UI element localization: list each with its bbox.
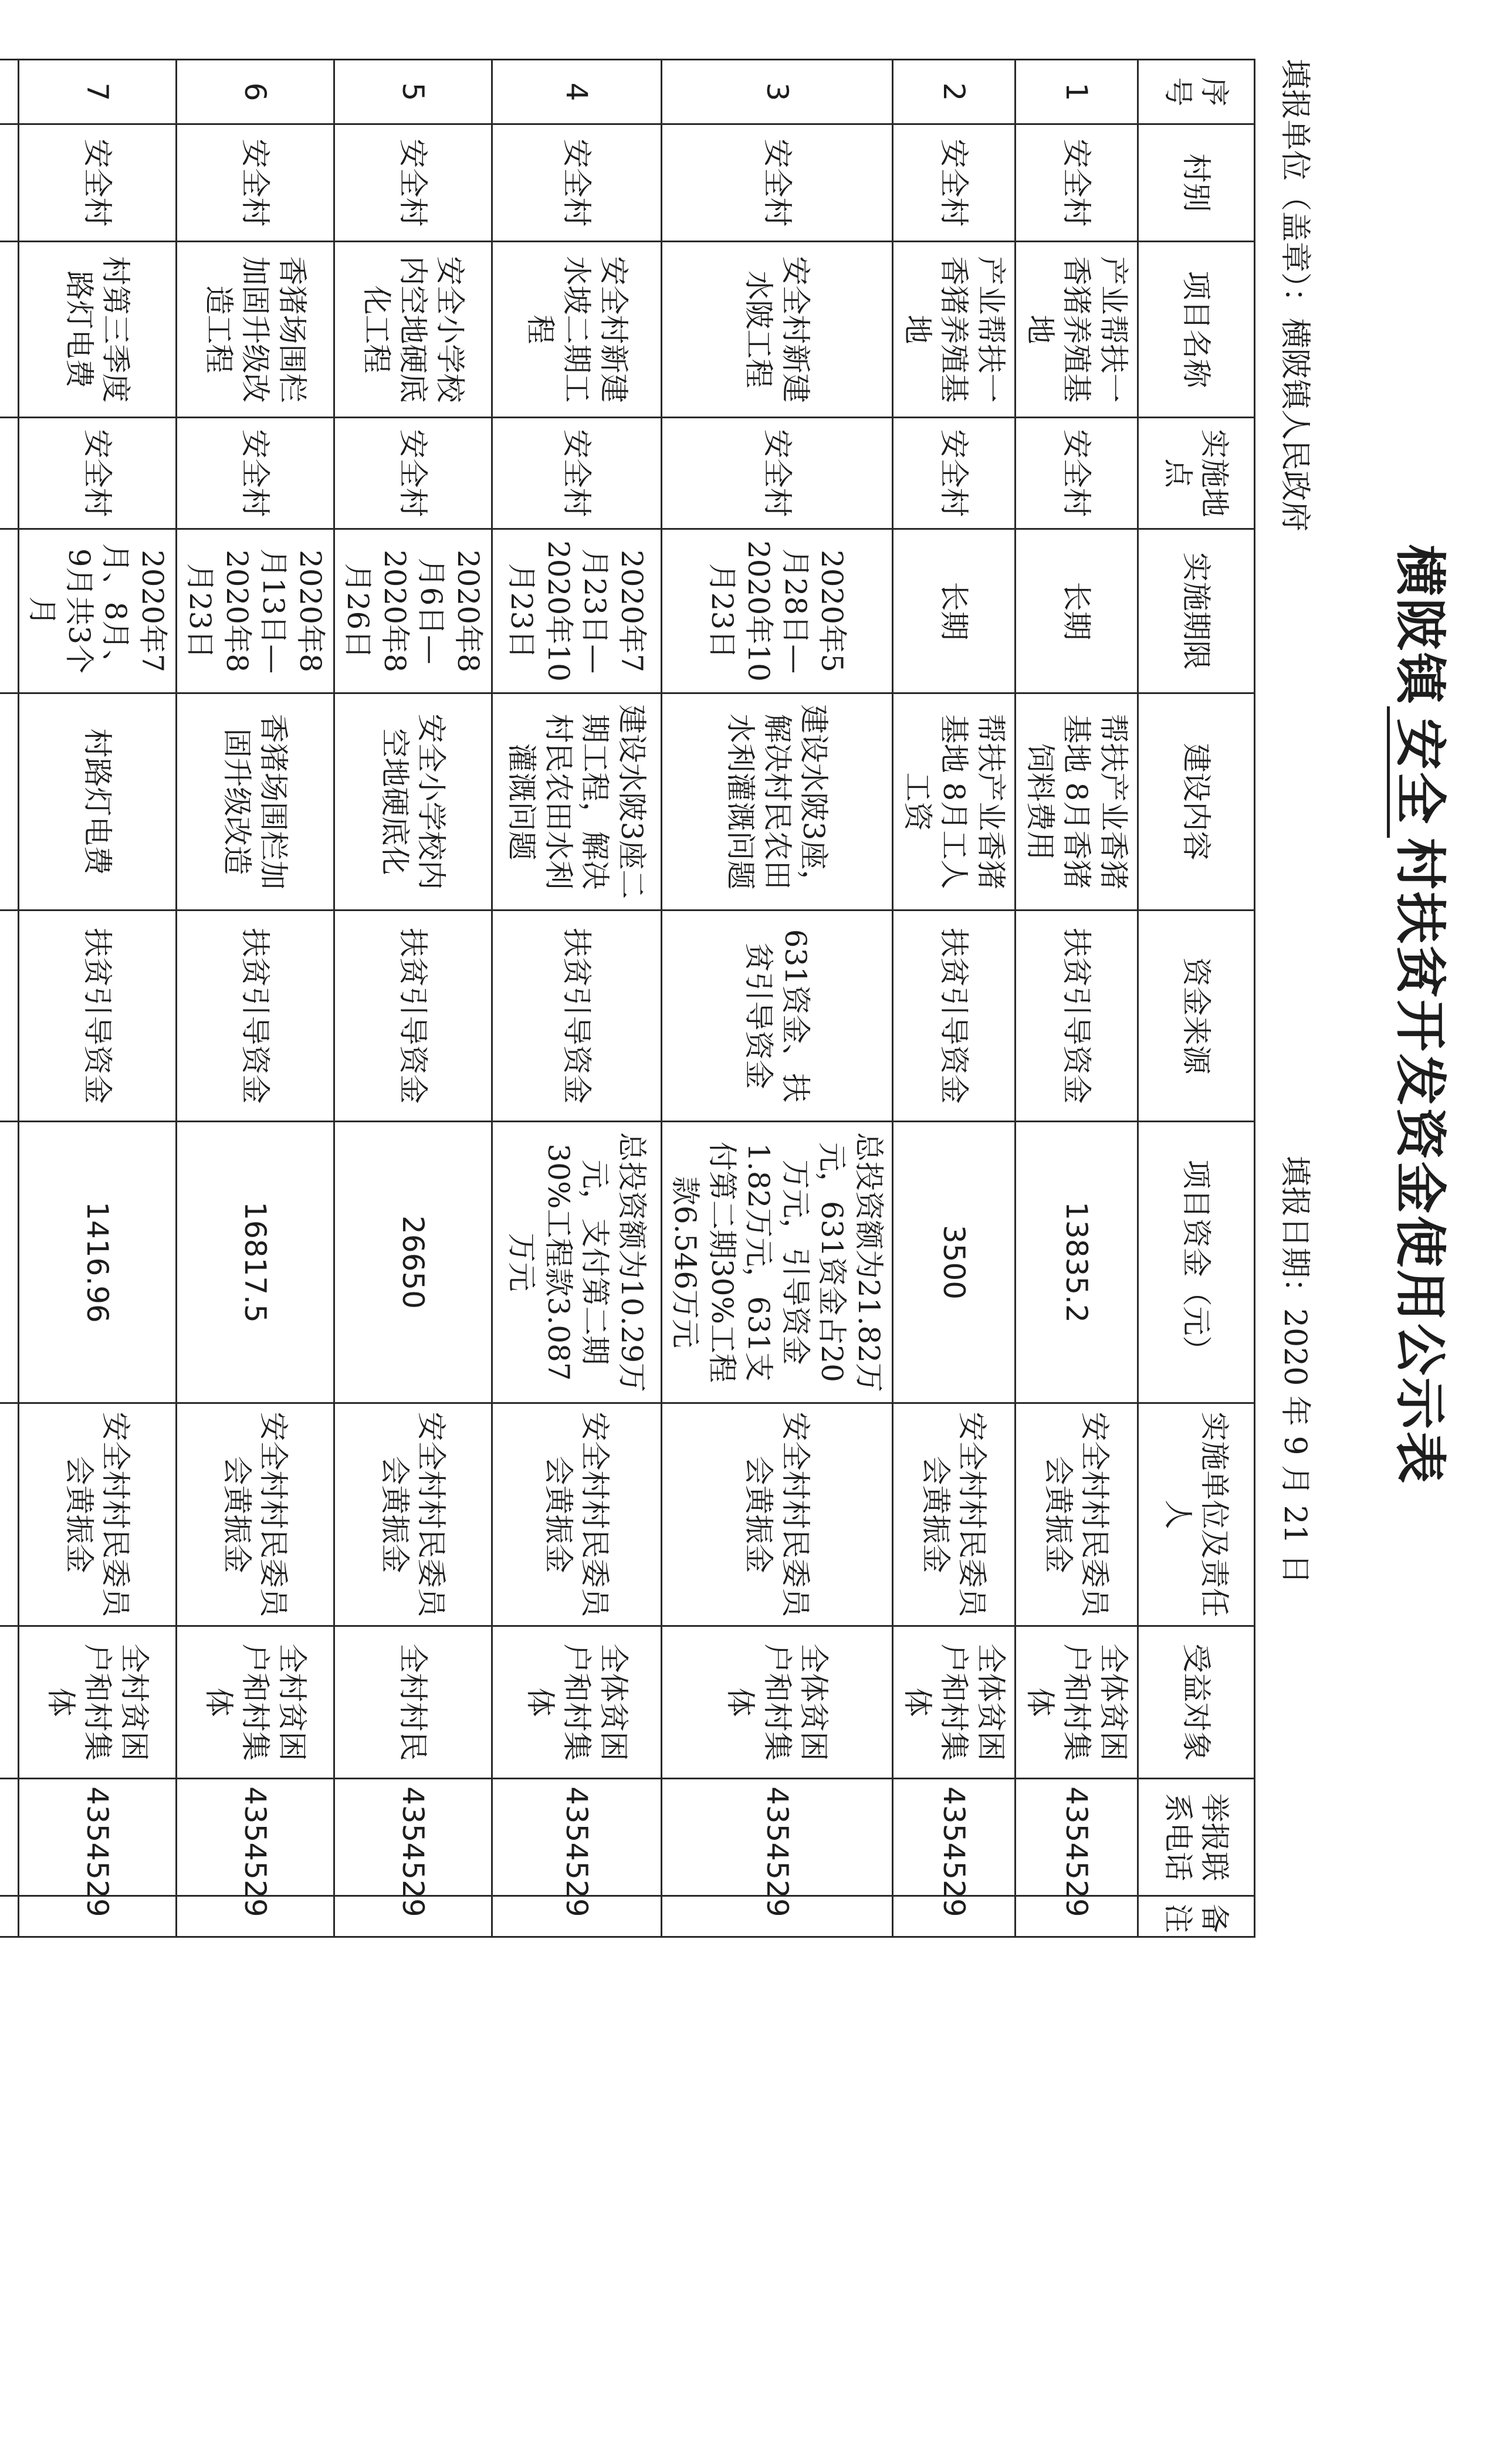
cell-source: 631资金、扶贫引导资金 bbox=[662, 911, 893, 1122]
table-row bbox=[1016, 60, 1138, 1937]
cell-period: 2020年5月28日—2020年10月23日 bbox=[662, 529, 893, 693]
cell-period: 2020年7月、8月、9月共3个月 bbox=[19, 529, 177, 693]
cell-place: 安全村 bbox=[19, 418, 177, 529]
empty-cell bbox=[0, 1779, 19, 1896]
header-cell: 实施单位及责任人 bbox=[1138, 1403, 1255, 1626]
table-row bbox=[662, 60, 893, 1937]
table-row bbox=[334, 60, 492, 1937]
cell-no: 2 bbox=[893, 60, 1016, 124]
cell-period: 长期 bbox=[893, 529, 1016, 693]
cell-amount: 总投资额为10.29万元，支付第二期30%工程款3.087万元 bbox=[492, 1122, 662, 1403]
cell-village: 安全村 bbox=[492, 124, 662, 242]
cell-period: 长期 bbox=[1016, 529, 1138, 693]
cell-village: 安全村 bbox=[177, 124, 334, 242]
cell-project-name: 安全小学校内空地硬底化工程 bbox=[334, 242, 492, 418]
cell-beneficiary: 全体贫困户和村集体 bbox=[662, 1626, 893, 1779]
cell-no: 4 bbox=[492, 60, 662, 124]
cell-no: 6 bbox=[177, 60, 334, 124]
title-suffix: 村扶贫开发资金使用公示表 bbox=[1390, 838, 1451, 1486]
fund-table bbox=[0, 59, 1255, 1938]
header-cell: 举报联系电话 bbox=[1138, 1779, 1255, 1896]
cell-source: 扶贫引导资金 bbox=[177, 911, 334, 1122]
cell-no: 5 bbox=[334, 60, 492, 124]
cell-period: 2020年7月23日—2020年10月23日 bbox=[492, 529, 662, 693]
report-unit: 填报单位（盖章）：横陂镇人民政府 bbox=[1277, 59, 1312, 532]
empty-cell bbox=[0, 1626, 19, 1779]
cell-content: 帮扶产业香猪基地 8月工人工资 bbox=[893, 693, 1016, 911]
cell-project-name: 香猪场围栏加固升级改造工程 bbox=[177, 242, 334, 418]
cell-amount: 总投资额为21.82万元，631资金占20万元，引导资金1.82万元，631支付第二期30%工程款6.546万元 bbox=[662, 1122, 893, 1403]
table-row bbox=[492, 60, 662, 1937]
cell-project-name: 产业帮扶一香猪养殖基地 bbox=[893, 242, 1016, 418]
cell-beneficiary: 全体贫困户和村集体 bbox=[492, 1626, 662, 1779]
cell-village: 安全村 bbox=[662, 124, 893, 242]
cell-no: 1 bbox=[1016, 60, 1138, 124]
empty-cell bbox=[0, 418, 19, 529]
cell-period: 2020年8月13日—2020年8月23日 bbox=[177, 529, 334, 693]
table-header-row bbox=[1138, 60, 1255, 1937]
title-prefix: 横陂镇 bbox=[1390, 544, 1451, 706]
cell-beneficiary: 全体贫困户和村集体 bbox=[893, 1626, 1016, 1779]
cell-source: 扶贫引导资金 bbox=[893, 911, 1016, 1122]
table-row bbox=[893, 60, 1016, 1937]
cell-phone: 4354529 bbox=[334, 1779, 492, 1896]
cell-content: 村路灯电费 bbox=[19, 693, 177, 911]
meta-row bbox=[1273, 59, 1320, 1936]
cell-project-name: 安全村新建水坡二期工程 bbox=[492, 242, 662, 418]
header-cell: 项目资金（元） bbox=[1138, 1122, 1255, 1403]
table-row bbox=[177, 60, 334, 1937]
header-cell: 村别 bbox=[1138, 124, 1255, 242]
empty-cell bbox=[0, 911, 19, 1122]
cell-amount: 1416.96 bbox=[19, 1122, 177, 1403]
empty-cell bbox=[0, 60, 19, 124]
empty-cell bbox=[0, 1403, 19, 1626]
cell-project-name: 安全村新建水陂工程 bbox=[662, 242, 893, 418]
cell-project-name: 村第三季度路灯电费 bbox=[19, 242, 177, 418]
cell-village: 安全村 bbox=[19, 124, 177, 242]
cell-village: 安全村 bbox=[334, 124, 492, 242]
cell-place: 安全村 bbox=[492, 418, 662, 529]
cell-unit: 安全村村民委员会黄振金 bbox=[177, 1403, 334, 1626]
header-cell: 序号 bbox=[1138, 60, 1255, 124]
empty-cell bbox=[0, 1896, 19, 1937]
cell-content: 建设水陂3座二期工程，解决村民农田水利灌溉问题 bbox=[492, 693, 662, 911]
empty-cell bbox=[0, 529, 19, 693]
cell-phone: 4354529 bbox=[177, 1779, 334, 1896]
cell-source: 扶贫引导资金 bbox=[334, 911, 492, 1122]
cell-amount: 26650 bbox=[334, 1122, 492, 1403]
cell-no: 3 bbox=[662, 60, 893, 124]
cell-unit: 安全村村民委员会黄振金 bbox=[1016, 1403, 1138, 1626]
cell-period: 2020年8月6日—2020年8月26日 bbox=[334, 529, 492, 693]
cell-phone: 4354529 bbox=[662, 1779, 893, 1896]
cell-village: 安全村 bbox=[893, 124, 1016, 242]
cell-phone: 4354529 bbox=[19, 1779, 177, 1896]
header-cell: 实施期限 bbox=[1138, 529, 1255, 693]
empty-cell bbox=[0, 693, 19, 911]
report-date: 填报日期：2020 年 9 月 21 日 bbox=[1277, 1156, 1312, 1585]
cell-unit: 安全村村民委员会黄振金 bbox=[662, 1403, 893, 1626]
header-cell: 备注 bbox=[1138, 1896, 1255, 1937]
cell-place: 安全村 bbox=[662, 418, 893, 529]
cell-source: 扶贫引导资金 bbox=[492, 911, 662, 1122]
cell-place: 安全村 bbox=[177, 418, 334, 529]
cell-source: 扶贫引导资金 bbox=[1016, 911, 1138, 1122]
cell-unit: 安全村村民委员会黄振金 bbox=[893, 1403, 1016, 1626]
title-village: 安全 bbox=[1387, 706, 1451, 838]
cell-village: 安全村 bbox=[1016, 124, 1138, 242]
header-cell: 实施地点 bbox=[1138, 418, 1255, 529]
cell-beneficiary: 全村贫困户和村集体 bbox=[19, 1626, 177, 1779]
cell-beneficiary: 全体贫困户和村集体 bbox=[1016, 1626, 1138, 1779]
cell-beneficiary: 全村贫困户和村集体 bbox=[177, 1626, 334, 1779]
header-cell: 受益对象 bbox=[1138, 1626, 1255, 1779]
cell-content: 帮扶产业香猪基地 8月香猪饲料费用 bbox=[1016, 693, 1138, 911]
cell-amount: 3500 bbox=[893, 1122, 1016, 1403]
cell-no: 7 bbox=[19, 60, 177, 124]
cell-source: 扶贫引导资金 bbox=[19, 911, 177, 1122]
cell-project-name: 产业帮扶一香猪养殖基地 bbox=[1016, 242, 1138, 418]
cell-unit: 安全村村民委员会黄振金 bbox=[19, 1403, 177, 1626]
cell-place: 安全村 bbox=[893, 418, 1016, 529]
empty-cell bbox=[0, 242, 19, 418]
header-cell: 项目名称 bbox=[1138, 242, 1255, 418]
cell-content: 安全小学校内空地硬底化 bbox=[334, 693, 492, 911]
cell-beneficiary: 全村村民 bbox=[334, 1626, 492, 1779]
document-title bbox=[1387, 0, 1461, 2030]
cell-place: 安全村 bbox=[1016, 418, 1138, 529]
cell-phone: 4354529 bbox=[492, 1779, 662, 1896]
cell-content: 香猪场围栏加固升级改造 bbox=[177, 693, 334, 911]
cell-content: 建设水陂3座，解决村民农田水利灌溉问题 bbox=[662, 693, 893, 911]
cell-phone: 4354529 bbox=[1016, 1779, 1138, 1896]
empty-cell bbox=[0, 1122, 19, 1403]
cell-amount: 16817.5 bbox=[177, 1122, 334, 1403]
cell-unit: 安全村村民委员会黄振金 bbox=[492, 1403, 662, 1626]
cell-place: 安全村 bbox=[334, 418, 492, 529]
empty-cell bbox=[0, 124, 19, 242]
empty-row bbox=[0, 60, 19, 1937]
cell-unit: 安全村村民委员会黄振金 bbox=[334, 1403, 492, 1626]
cell-amount: 13835.2 bbox=[1016, 1122, 1138, 1403]
header-cell: 建设内容 bbox=[1138, 693, 1255, 911]
table-row bbox=[19, 60, 177, 1937]
header-cell: 资金来源 bbox=[1138, 911, 1255, 1122]
cell-phone: 4354529 bbox=[893, 1779, 1016, 1896]
